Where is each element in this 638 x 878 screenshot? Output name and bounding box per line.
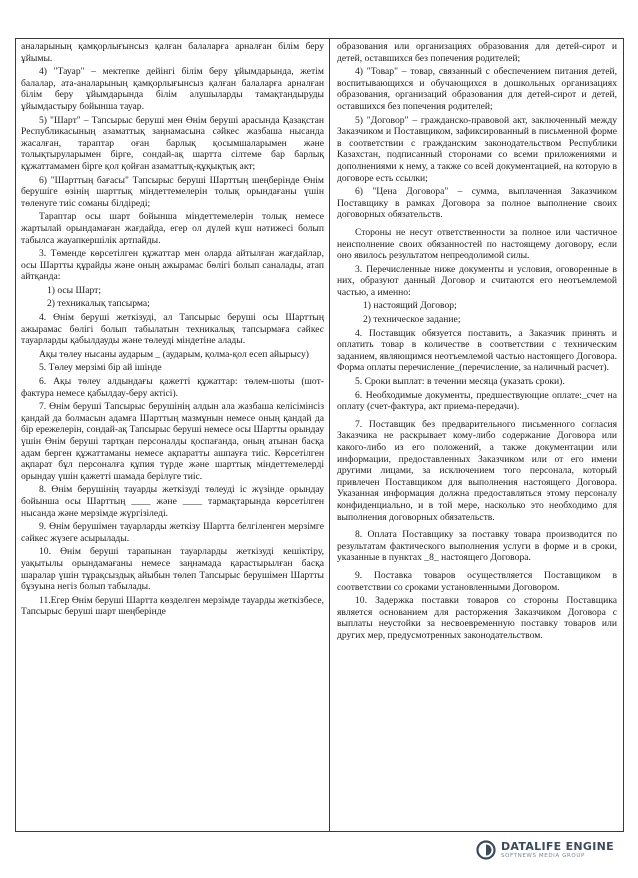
kazakh-paragraph: 11.Егер Өнім беруші Шартта көзделген мерзімде тауарды жеткізбесе, Тапсырыс беруші шарт шеңберінде	[21, 594, 324, 618]
russian-paragraph: 3. Перечисленные ниже документы и условия, оговоренные в них, образуют данный Договор и считаются его неотъемлемой частью, а именно:	[337, 263, 617, 298]
watermark-subtitle: SOFTNEWS MEDIA GROUP	[501, 853, 585, 859]
russian-paragraph: образования или организациях образования для детей-сирот и детей, оставшихся без попечения родителей;	[337, 41, 617, 64]
kazakh-paragraph: 4) "Тауар" – мектепке дейінгі білім беру ұйымдарында, жетім балалар, ата-аналарының қамқорлығынсыз қалған балаларға арналған білім беру ұйымдарында білім алушыларды тамақтандыруды ұйымдастыру бойынша тауар.	[21, 66, 324, 112]
russian-paragraph: 4. Поставщик обязуется поставить, а Заказчик принять и оплатить товар в количестве в соответствии с техническим заданием, являющимся неотъемлемой частью настоящего Договора. Форма оплаты перечисление_(перечисление, за наличный расчет).	[337, 327, 617, 374]
kazakh-paragraph: 1) осы Шарт;	[47, 284, 101, 296]
russian-paragraph: 5. Сроки выплат: в течении месяца (указать сроки).	[355, 376, 565, 388]
russian-paragraph: 7. Поставщик без предварительного письменного согласия Заказчика не раскрывает кому-либо содержание Договора или какого-либо из его положений, а также документации или информации, предоставленных Заказчиком или от его имени другими лицами, за исключением того персонала, который привлечен Поставщиком для выполнения настоящего Договора. Указанная информация должна предоставляться этому персоналу конфиденциально, и в той мере, насколько это необходимо для выполнения договорных обязательств.	[337, 418, 617, 523]
kazakh-paragraph: Ақы төлеу нысаны аударым _ (аударым, қолма-қол есеп айырысу)	[39, 348, 309, 360]
kazakh-paragraph: 6. Ақы төлеу алдындағы қажетті құжаттар: төлем-шоты (шот-фактура немесе қабылдау-беру актісі).	[21, 376, 324, 399]
kazakh-paragraph: 10. Өнім беруші тарапынан тауарларды жеткізуді кешіктіру, уақытылы орындамағаны немесе заңнамада қарастырылған басқа шаралар үшін тұрақсыздық айыбын төлеп Тапсырыс берушімен Шартты бұзуына негіз болып табылады.	[21, 546, 324, 593]
russian-paragraph: 6. Необходимые документы, предшествующие оплате:_счет на оплату (счет-фактура, акт приема-передачи).	[337, 389, 617, 413]
kazakh-paragraph: 4. Өнім беруші жеткізуді, ал Тапсырыс беруші осы Шарттың ажырамас бөлігі болып табылатын техникалық тапсырмаға сәйкес тауарларды қабылдауды және төлеуді міндетіне алады.	[21, 312, 324, 347]
russian-paragraph: Стороны не несут ответственности за полное или частичное неисполнение своих обязанностей по настоящему договору, если оно явилось результатом непреодолимой силы.	[337, 226, 617, 262]
russian-paragraph: 9. Поставка товаров осуществляется Поставщиком в соответствии со сроками установленными Договором.	[337, 569, 617, 593]
kazakh-paragraph: Тараптар осы шарт бойынша міндеттемелерін толық немесе жартылай орындамаған жағдайда, егер ол дүлей күш нәтижесі болып табылса жауапкершілік артпайды.	[21, 211, 324, 246]
kazakh-paragraph: 5. Төлеу мерзімі бір ай ішінде	[39, 362, 162, 374]
watermark-brand: DATALIFE ENGINE	[501, 840, 614, 853]
russian-paragraph: 5) "Договор" – гражданско-правовой акт, заключенный между Заказчиком и Поставщиком, зафиксированный в письменной форме в соответствии с гражданским законодательством Республики Казахстан, подписанный сторонами со всеми приложениями и дополнениями к нему, а также со всей документацией, на которую в договоре есть ссылки;	[337, 114, 617, 184]
russian-paragraph: 8. Оплата Поставщику за поставку товара производится по результатам фактического выполнения услуги в форме и в сроки, указанные в пунктах _8_ настоящего Договора.	[337, 529, 617, 564]
russian-paragraph: 4) "Товар" – товар, связанный с обеспечением питания детей, воспитывающихся и обучающихся в дошкольных организациях образования, организаций образования для детей-сирот и детей, оставшихся без попечения родителей;	[337, 66, 617, 112]
russian-paragraph: 6) "Цена Договора" – сумма, выплаченная Заказчиком Поставщику в рамках Договора за полное выполнение своих договорных обязательств.	[337, 186, 617, 221]
kazakh-paragraph: 9. Өнім берушімен тауарларды жеткізу Шартта белгіленген мерзімге сәйкес жүзеге асырылады.	[21, 521, 324, 544]
kazakh-paragraph: 3. Төменде көрсетілген құжаттар мен оларда айтылған жағдайлар, осы Шартты құрайды және оның ажырамас бөлігі болып саналады, атап айтқанда:	[21, 248, 324, 283]
russian-paragraph: 1) настоящий Договор;	[363, 300, 457, 312]
russian-paragraph: 10. Задержка поставки товаров со стороны Поставщика является основанием для расторжения Заказчиком Договора с выплаты неустойки за несвоевременную поставку товаров или других мер, предусмотренных законодательством.	[337, 595, 617, 641]
kazakh-paragraph: 5) "Шарт" – Тапсырыс беруші мен Өнім беруші арасында Қазақстан Республикасының азаматтық заңнамасына сәйкес жазбаша нысанда жасалған, тараптар оған барлық қосымшаларымен және толықтыруларымен бірге, сондай-ақ шартта сілтеме бар барлық құжаттамамен бірге қол қойған азаматтық-құқықтық акт;	[21, 114, 324, 172]
russian-paragraph: 2) техническое задание;	[363, 314, 461, 326]
datalife-watermark	[476, 836, 626, 864]
russian-text-column	[330, 39, 623, 831]
kazakh-text-column	[16, 39, 330, 831]
contract-page	[15, 38, 624, 832]
kazakh-paragraph: 8. Өнім берушінің тауарды жеткізуді төлеуді іс жүзінде орындау бойынша осы Шарттың ____ және ____ тармақтарында көрсетілген нысанда және мерзімде жүргізіледі.	[21, 484, 324, 519]
datalife-logo-icon	[476, 840, 496, 860]
kazakh-paragraph: 6) "Шарттың бағасы" Тапсырыс беруші Шарттың шеңберінде Өнім берушіге өзінің шарттық міндеттемелерін толық орындағаны үшін төленуге тиіс соманы білдіреді;	[21, 174, 324, 209]
kazakh-paragraph: 7. Өнім беруші Тапсырыс берушінің алдын ала жазбаша келісімінсіз қандай да болмасын адамға Шарттың мазмұнын немесе оның қандай да бір ережелерін, сондай-ақ Тапсырыс беруші немесе осы Шартты орындау үшін Өнім беруші тартқан персоналды қоспағанда, оның атынан басқа адам берген құжаттаманы немесе ақпаратты ашпауға тиіс. Көрсетілген ақпарат бұл персоналға құпия түрде және шарттық міндеттемелерді орындау үшін қажетті шамада берілуге тиіс.	[21, 401, 324, 482]
kazakh-paragraph: аналарының қамқорлығынсыз қалған балаларға арналған білім беру ұйымы.	[21, 41, 324, 64]
kazakh-paragraph: 2) техникалық тапсырма;	[47, 298, 150, 310]
